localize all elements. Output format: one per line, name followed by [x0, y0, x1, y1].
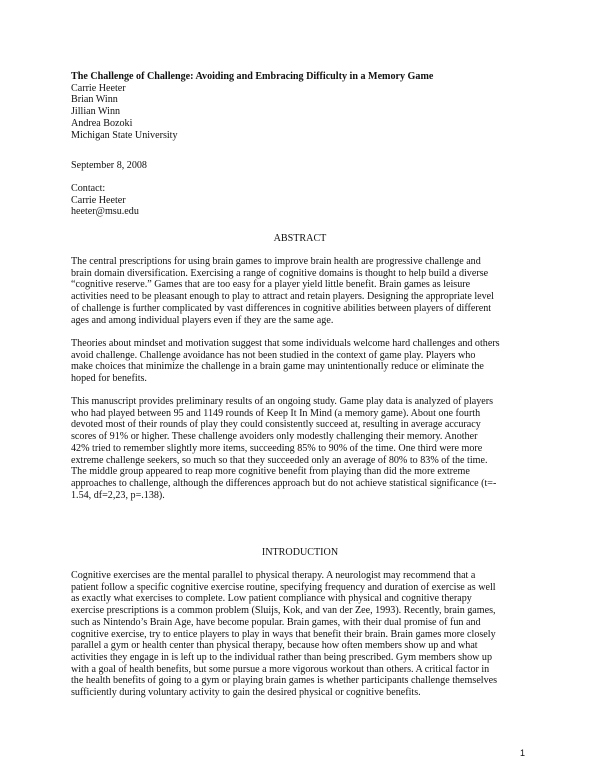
text-line: The central prescriptions for using brain games to improve brain health are progressive challenge and: [71, 256, 481, 267]
affiliation: Michigan State University: [71, 129, 178, 141]
author-1: Carrie Heeter: [71, 82, 126, 94]
text-line: make choices that minimize the challenge in a brain game may unintentionally reduce or eliminate the: [71, 361, 484, 373]
abstract-paragraph-3: [71, 396, 533, 501]
introduction-heading: INTRODUCTION: [261, 547, 339, 558]
text-line: This manuscript provides preliminary results of an ongoing study. Game play data is analyzed of players: [71, 396, 494, 407]
paper-date: September 8, 2008: [71, 160, 147, 171]
text-line: exercise prescriptions is a common problem (Sluijs, Kok, and van der Zee, 1993). Recently, brain games,: [71, 605, 496, 617]
text-line: Cognitive exercises are the mental parallel to physical therapy. A neurologist may recommend that a: [71, 570, 476, 581]
abstract-paragraph-2: [71, 338, 533, 385]
author-2: Brian Winn: [71, 94, 118, 106]
text-line: patient follow a specific cognitive exercise routine, specifying frequency and duration of exercise as well: [71, 581, 496, 593]
text-line: with a goal of health benefits, but some pursue a more vigorous workout than others. A critical factor in: [71, 663, 490, 675]
text-line: ages and among individual players even if they are the same age.: [71, 314, 334, 326]
text-line: devoted most of their rounds of play they could consistently succeed at, resulting in average accuracy: [71, 419, 481, 431]
introduction-paragraph-1: [71, 570, 533, 699]
abstract-paragraph-1: [71, 256, 533, 326]
text-line: such as Nintendo’s Brain Age, have become popular. Brain games, with their dual promise of fun and: [71, 616, 481, 628]
paper-title: The Challenge of Challenge: Avoiding and Embracing Difficulty in a Memory Game: [71, 71, 434, 82]
text-line: approaches to challenge, although the differences approach but do not achieve statistical significance (t=-: [71, 477, 497, 489]
text-line: activities they engage in is left up to the individual rather than being prescribed. Gym members show up: [71, 651, 493, 663]
text-line: sufficiently during voluntary activity to gain the desired physical or cognitive benefits.: [71, 687, 421, 699]
text-line: who had played between 95 and 1149 rounds of Keep It In Mind (a memory game). About one fourth: [71, 407, 481, 419]
text-line: activities need to be pleasant enough to play to attract and retain players. Designing the appropriate level: [71, 291, 494, 303]
author-3: Jillian Winn: [71, 106, 121, 118]
text-line: Theories about mindset and motivation suggest that some individuals welcome hard challenges and others: [71, 338, 500, 349]
text-line: 1.54, df=2,23, p=.138).: [71, 489, 165, 501]
text-line: avoid challenge. Challenge avoidance has not been studied in the context of game play. Players who: [71, 349, 476, 361]
front-matter: [71, 71, 531, 141]
text-line: extreme challenge seekers, so much so that they succeeded only an average of 80% to 83% of the time.: [71, 454, 488, 466]
text-line: “cognitive reserve.” Games that are too easy for a player yield little benefit. Brain games as leisure: [71, 279, 471, 291]
text-line: brain domain diversification. Exercising a range of cognitive domains is thought to help build a diverse: [71, 267, 489, 279]
text-line: as exactly what exercises to complete. Low patient compliance with physical and cognitive therapy: [71, 593, 472, 605]
page-number: 1: [520, 748, 526, 758]
text-line: the health benefits of going to a gym or playing brain games is whether participants challenge themselves: [71, 675, 498, 687]
text-line: hoped for benefits.: [71, 373, 147, 385]
text-line: scores of 91% or higher. These challenge avoiders only modestly challenging their memory. Another: [71, 431, 478, 443]
text-line: parallel a gym or health center than physical therapy, because how often members show up and what: [71, 640, 478, 652]
text-line: The middle group appeared to reap more cognitive benefit from playing than did the more extreme: [71, 466, 470, 478]
text-line: of challenge is further complicated by vast differences in cognitive abilities between players of different: [71, 302, 492, 314]
contact-block: [71, 183, 531, 218]
text-line: cognitive exercise, try to entice players to play in ways that benefit their brain. Brain games more closely: [71, 628, 496, 640]
author-4: Andrea Bozoki: [71, 117, 133, 129]
abstract-heading: ABSTRACT: [273, 233, 327, 244]
text-line: 42% tried to remember slightly more items, succeeding 85% to 90% of the time. One third were more: [71, 442, 483, 454]
contact-name: Carrie Heeter: [71, 194, 126, 206]
contact-label: Contact:: [71, 183, 106, 194]
contact-email: heeter@msu.edu: [71, 206, 139, 218]
